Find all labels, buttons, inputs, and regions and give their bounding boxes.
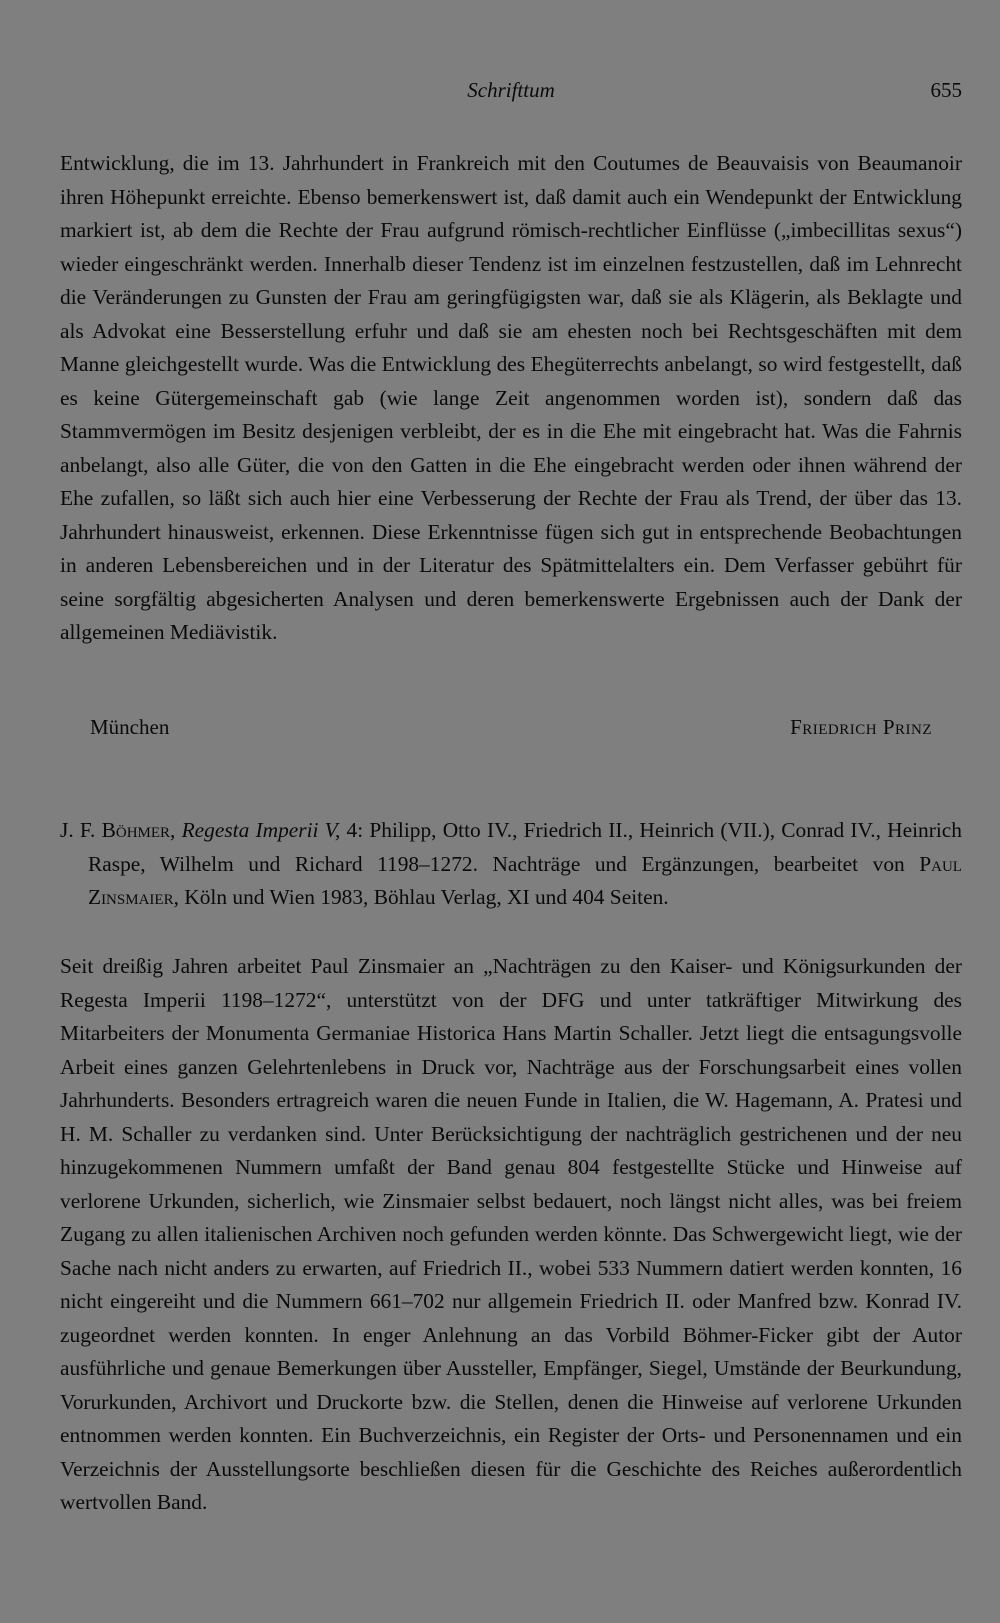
review-paragraph-prinz: Entwicklung, die im 13. Jahrhundert in Frankreich mit den Coutumes de Beauvaisis von Beaumanoir ihren Höhepunkt erreichte. Ebenso bemerkenswert ist, daß damit auch ein Wendepunkt der Entwicklung markiert ist, ab dem die Rechte der Frau aufgrund römisch-rechtlicher Einflüsse („imbecillitas sexus“) wieder eingeschränkt werden. Innerhalb dieser Tendenz ist im einzelnen festzustellen, daß im Lehnrecht die Veränderungen zu Gunsten der Frau am geringfügigsten war, daß sie als Klägerin, als Beklagte und als Advokat eine Besserstellung erfuhr und daß sie am ehesten noch bei Rechtsgeschäften mit dem Manne gleichgestellt wurde. Was die Entwicklung des Ehegüterrechts anbelangt, so wird festgestellt, daß es keine Gütergemeinschaft gab (wie lange Zeit angenommen worden ist), sondern daß das Stammvermögen im Besitz desjenigen verbleibt, der es in die Ehe mit eingebracht hat. Was die Fahrnis anbelangt, also alle Güter, die von den Gatten in die Ehe eingebracht werden oder ihnen während der Ehe zufallen, so läßt sich auch hier eine Verbesserung der Rechte der Frau als Trend, der über das 13. Jahrhundert hinausweist, erkennen. Diese Erkenntnisse fügen sich gut in entsprechende Beobachtungen in anderen Lebensbereichen und in der Literatur des Spätmittelalters ein. Dem Verfasser gebührt für seine sorgfältig abgesicherten Analysen und deren bemerkenswerte Ergebnissen auch der Dank der allgemeinen Mediävistik. [60,151,962,644]
bibliographic-entry [60,814,962,915]
page-header [60,78,962,112]
page-number: 655 [930,78,962,102]
book-title: Regesta Imperii V, [181,818,341,842]
running-head: Schrifttum [467,78,555,102]
book-details: 4: Philipp, Otto IV., Friedrich II., Heinrich (VII.), Conrad IV., Heinrich Raspe, Wilhelm und Richard 1198–1272. Nachträge und Ergänzungen, bearbeitet von [88,818,962,876]
book-author: J. F. Böhmer, [60,818,176,842]
book-publication: Köln und Wien 1983, Böhlau Verlag, XI und 404 Seiten. [184,885,669,909]
review-signature [60,715,962,749]
signature-place: München [90,715,170,739]
review-paragraph-boehmer: Seit dreißig Jahren arbeitet Paul Zinsmaier an „Nachträgen zu den Kaiser- und Königsurkunden der Regesta Imperii 1198–1272“, unterstützt von der DFG und unter tatkräftiger Mitwirkung des Mitarbeiters der Monumenta Germaniae Historica Hans Martin Schaller. Jetzt liegt die entsagungsvolle Arbeit eines ganzen Gelehrtenlebens in Druck vor, Nachträge aus der Forschungsarbeit eines vollen Jahrhunderts. Besonders ertragreich waren die neuen Funde in Italien, die W. Hagemann, A. Pratesi und H. M. Schaller zu verdanken sind. Unter Berücksichtigung der nachträglich gestrichenen und der neu hinzugekommenen Nummern umfaßt der Band genau 804 festgestellte Stücke und Hinweise auf verlorene Urkunden, sicherlich, wie Zinsmaier selbst bedauert, noch längst nicht alles, was bei freiem Zugang zu allen italienischen Archiven noch gefunden werden könnte. Das Schwergewicht liegt, wie der Sache nach nicht anders zu erwarten, auf Friedrich II., wobei 533 Nummern datiert werden konnten, 16 nicht eingereiht und die Nummern 661–702 nur allgemein Friedrich II. oder Manfred bzw. Konrad IV. zugeordnet werden konnten. In enger Anlehnung an das Vorbild Böhmer-Ficker gibt der Autor ausführliche und genaue Bemerkungen über Aussteller, Empfänger, Siegel, Umstände der Beurkundung, Vorurkunden, Archivort und Druckorte bzw. die Stellen, denen die Hinweise auf verlorene Urkunden entnommen werden konnten. Ein Buchverzeichnis, ein Register der Orts- und Personennamen und ein Verzeichnis der Ausstellungsorte beschließen diesen für die Geschichte des Reiches außerordentlich wertvollen Band. [60,954,962,1514]
book-editor: Paul Zinsmaier, [88,851,962,909]
reviewer-name: Friedrich Prinz [790,715,932,739]
